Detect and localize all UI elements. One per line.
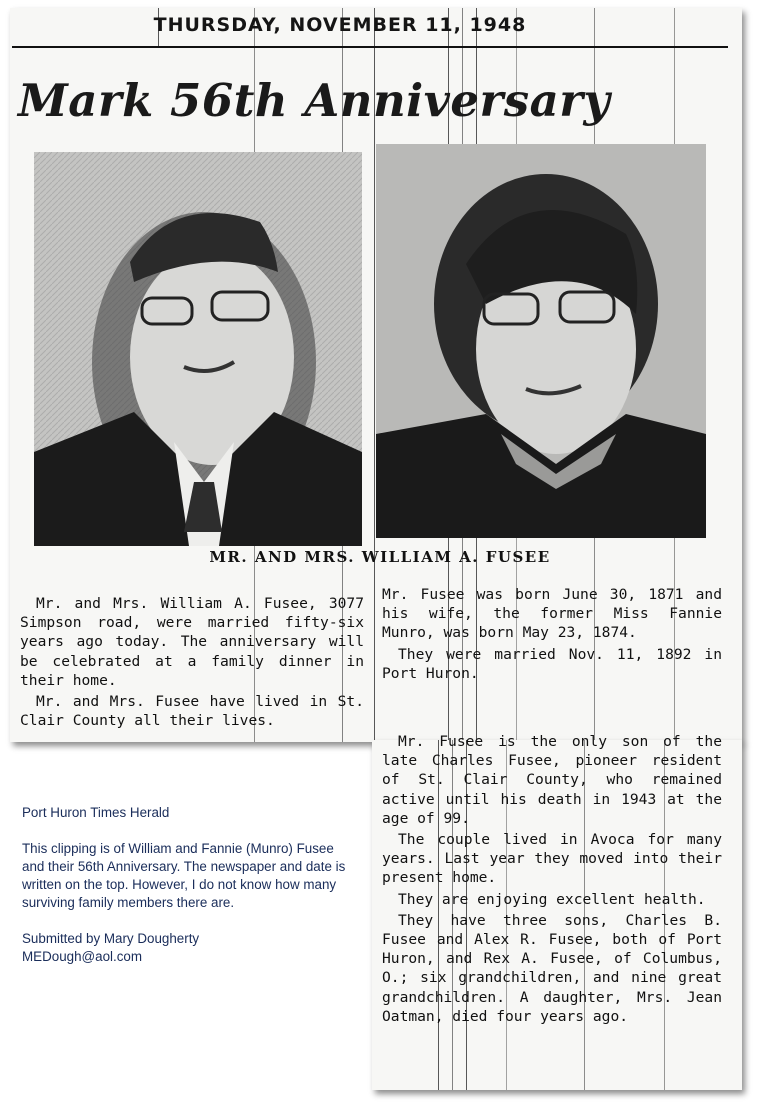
portrait-man-image bbox=[34, 152, 362, 546]
article-paragraph: They were married Nov. 11, 1892 in Port Huron. bbox=[382, 645, 722, 682]
article-right-column-bottom bbox=[382, 732, 722, 1028]
photo-caption: MR. AND MRS. WILLIAM A. FUSEE bbox=[209, 548, 551, 566]
article-paragraph: They have three sons, Charles B. Fusee and Alex R. Fusee, both of Port Huron, and Rex A. Fusee, of Columbus, O.; six grandchildren, and nine great grandchildren. A daughter, Mrs. Jean Oatman, died four years ago. bbox=[382, 911, 722, 1025]
dateline: THURSDAY, NOVEMBER 11, 1948 bbox=[153, 14, 527, 36]
portrait-woman-image bbox=[376, 144, 706, 538]
article-paragraph: Mr. Fusee was born June 30, 1871 and his wife, the former Miss Fannie Munro, was born May 23, 1874. bbox=[382, 586, 722, 642]
article-right-column-top bbox=[382, 585, 722, 685]
article-paragraph: Mr. Fusee is the only son of the late Charles Fusee, pioneer resident of St. Clair County, who remained active until his death in 1943 at the age of 99. bbox=[382, 733, 722, 827]
article-paragraph: Mr. and Mrs. William A. Fusee, 3077 Simpson road, were married fifty-six years ago today. The anniversary will be celebrated at a family dinner in their home. bbox=[20, 595, 364, 689]
note-description: This clipping is of William and Fannie (Munro) Fusee and their 56th Anniversary. The newspaper and date is written on the top. However, I do not know how many surviving family members there are. bbox=[22, 841, 346, 910]
dateline-rule bbox=[12, 46, 728, 48]
headline: Mark 56th Anniversary bbox=[18, 74, 611, 127]
article-paragraph: The couple lived in Avoca for many years. Last year they moved into their present home. bbox=[382, 831, 722, 887]
photo-mrs-fusee bbox=[376, 144, 706, 538]
note-submitter: Submitted by Mary Dougherty bbox=[22, 931, 200, 946]
note-source: Port Huron Times Herald bbox=[22, 805, 170, 820]
photo-mr-fusee bbox=[34, 152, 362, 546]
submission-note bbox=[22, 804, 352, 966]
article-left-column bbox=[20, 594, 364, 732]
article-paragraph: Mr. and Mrs. Fusee have lived in St. Clair County all their lives. bbox=[20, 693, 364, 730]
article-paragraph: They are enjoying excellent health. bbox=[398, 890, 706, 908]
note-email-link[interactable]: MEDough@aol.com bbox=[22, 949, 143, 964]
